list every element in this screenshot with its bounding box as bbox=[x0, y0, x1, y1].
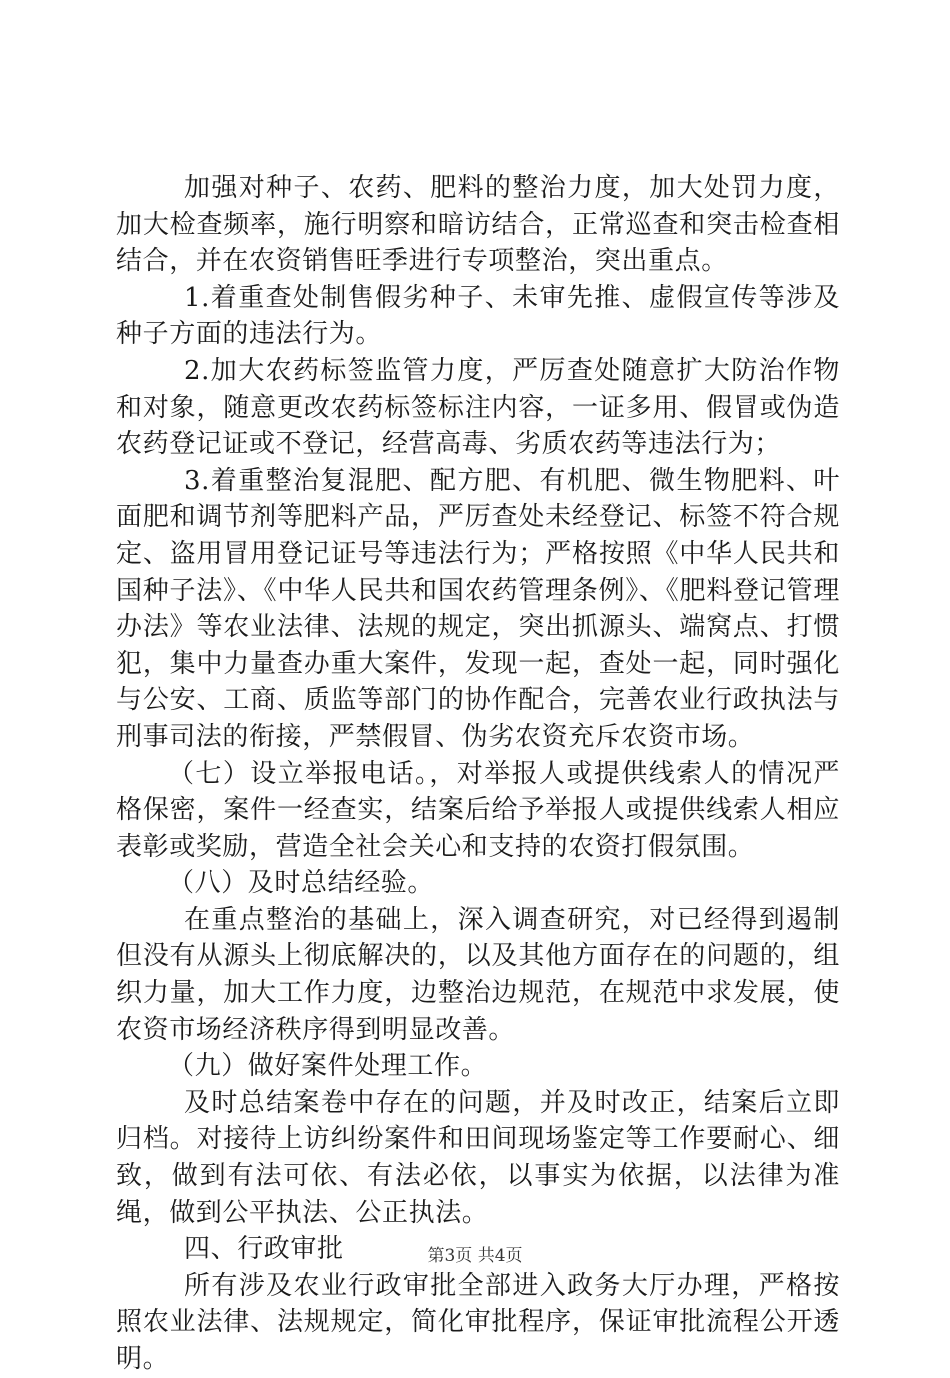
section-heading-summarize-experience: （八）及时总结经验。 bbox=[168, 868, 435, 899]
section-heading-case-handling: （九）做好案件处理工作。 bbox=[168, 1051, 488, 1082]
page-number-footer: 第3页 共4页 bbox=[427, 1246, 523, 1266]
paragraph-intro: 加强对种子、农药、肥料的整治力度，加大处罚力度，加大检查频率，施行明察和暗访结合，正常巡查和突击检查相结合，并在农资销售旺季进行专项整治，突出重点。 bbox=[116, 173, 840, 277]
paragraph-seeds: 1.着重查处制售假劣种子、未审先推、虚假宣传等涉及种子方面的违法行为。 bbox=[116, 282, 840, 350]
paragraph-case-handling: 及时总结案卷中存在的问题，并及时改正，结案后立即归档。对接待上访纠纷案件和田间现场鉴定等工作要耐心、细致，做到有法可依、有法必依，以事实为依据，以法律为准绳，做到公平执法、公正执法。 bbox=[116, 1087, 840, 1228]
paragraph-fertilizers: 3.着重整治复混肥、配方肥、有机肥、微生物肥料、叶面肥和调节剂等肥料产品，严厉查处未经登记、标签不符合规定、盗用冒用登记证号等违法行为；严格按照《中华人民共和国种子法》、《中华人民共和国农药管理条例》、《肥料登记管理办法》等农业法律、法规的规定，突出抓源头、端窝点、打惯犯，集中力量查办重大案件，发现一起，查处一起，同时强化与公安、工商、质监等部门的协作配合，完善农业行政执法与刑事司法的衔接，严禁假冒、伪劣农资充斥农资市场。 bbox=[116, 465, 840, 752]
section-heading-administrative-approval: 四、行政审批 bbox=[184, 1234, 344, 1265]
document-body bbox=[116, 170, 840, 1378]
section-heading-report-hotline: （七）设立举报电话。，对举报人或提供线索人的情况严格保密，案件一经查实，结案后给予举报人或提供线索人相应表彰或奖励，营造全社会关心和支持的农资打假氛围。 bbox=[116, 758, 840, 862]
paragraph-summarize-experience: 在重点整治的基础上，深入调查研究，对已经得到遏制但没有从源头上彻底解决的，以及其他方面存在的问题的，组织力量，加大工作力度，边整治边规范，在规范中求发展，使农资市场经济秩序得到明显改善。 bbox=[116, 904, 840, 1045]
paragraph-pesticides: 2.加大农药标签监管力度，严厉查处随意扩大防治作物和对象，随意更改农药标签标注内容，一证多用、假冒或伪造农药登记证或不登记，经营高毒、劣质农药等违法行为； bbox=[116, 355, 840, 460]
paragraph-administrative-approval: 所有涉及农业行政审批全部进入政务大厅办理，严格按照农业法律、法规规定，简化审批程序，保证审批流程公开透明。 bbox=[116, 1270, 840, 1374]
